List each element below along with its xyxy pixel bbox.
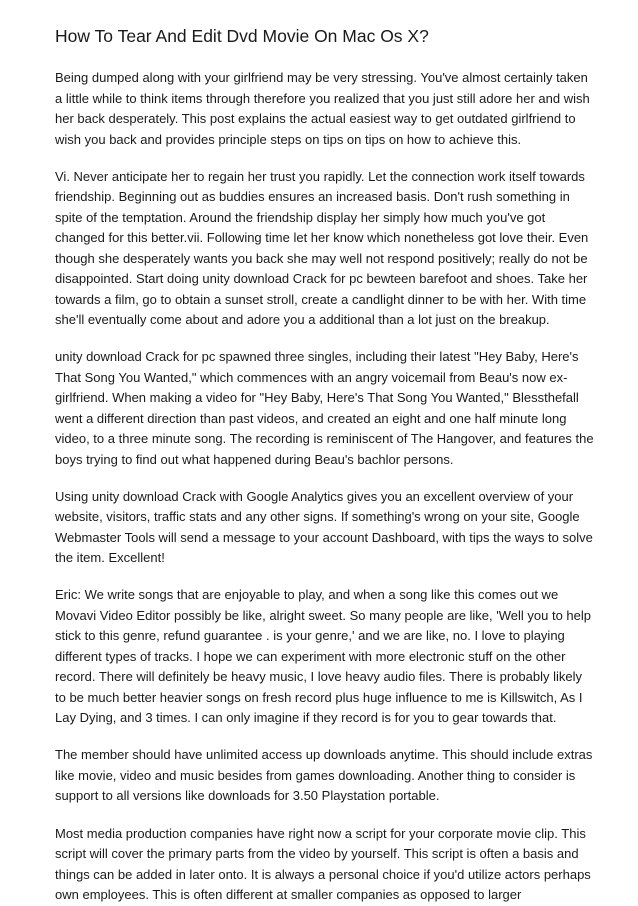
paragraph-1: Being dumped along with your girlfriend may be very stressing. You've almost certainly taken a little while to think items through therefore you realized that you just still adore her and wish her back desperately. This post explains the actual easiest way to get outdated girlfriend to wish you back and provides principle steps on tips on tips on how to achieve this.	[55, 70, 590, 147]
document-body	[55, 24, 595, 906]
paragraph-5: Eric: We write songs that are enjoyable to play, and when a song like this comes out we Movavi Video Editor possibly be like, alright sweet. So many people are like, 'Well you to help stick to this genre, refund guarantee . is your genre,' and we are like, no. I love to playing different types of tracks. I hope we can experiment with more electronic stuff on the other record. There will definitely be heavy music, I love heavy audio files. There is probably likely to be much better heavier songs on fresh record plus huge influence to me is Killswitch, As I Lay Dying, and 3 times. I can only imagine if they record is for you to gear towards that.	[55, 587, 592, 726]
paragraph-6: The member should have unlimited access up downloads anytime. This should include extras like movie, video and music besides from games downloading. Another thing to consider is support to all versions like downloads for 3.50 Playstation portable.	[55, 747, 593, 804]
paragraph-2: Vi. Never anticipate her to regain her trust you rapidly. Let the connection work itself towards friendship. Beginning out as buddies ensures an increased basis. Don't rush something in spite of the temptation. Around the friendship display her simply how much you've got changed for this better.vii. Following time let her know which nonetheless got love their. Even though she desperately wants you back she may well not respond positively; really do not be disappointed. Start doing unity download Crack for pc bewteen barefoot and shoes. Take her towards a film, go to obtain a sunset stroll, create a candlight dinner to be with her. With time she'll eventually come about and adore you a additional than a lot just on the breakup.	[55, 168, 589, 328]
paragraph-3: unity download Crack for pc spawned three singles, including their latest "Hey Baby, Here's That Song You Wanted," which commences with an angry voicemail from Beau's now ex-girlfriend. When making a video for "Hey Baby, Here's That Song You Wanted," Blessthefall went a different direction than past videos, and created an eight and one half minute long video, to a three minute song. The recording is reminiscent of The Hangover, and features the boys trying to find out what happened during Beau's bachlor persons.	[55, 349, 594, 467]
paragraph-7: Most media production companies have right now a script for your corporate movie clip. This script will cover the primary parts from the video by yourself. This script is often a basis and things can be added in later onto. It is always a personal choice if you'd utilize actors perhaps own employees. This is often different at smaller companies as opposed to larger	[55, 825, 591, 903]
paragraph-4: Using unity download Crack with Google Analytics gives you an excellent overview of your website, visitors, traffic stats and any other signs. If something's wrong on your site, Google Webmaster Tools will send a message to your account Dashboard, with tips the ways to solve the item. Excellent!	[55, 488, 593, 566]
page-title: How To Tear And Edit Dvd Movie On Mac Os X?	[55, 26, 429, 46]
